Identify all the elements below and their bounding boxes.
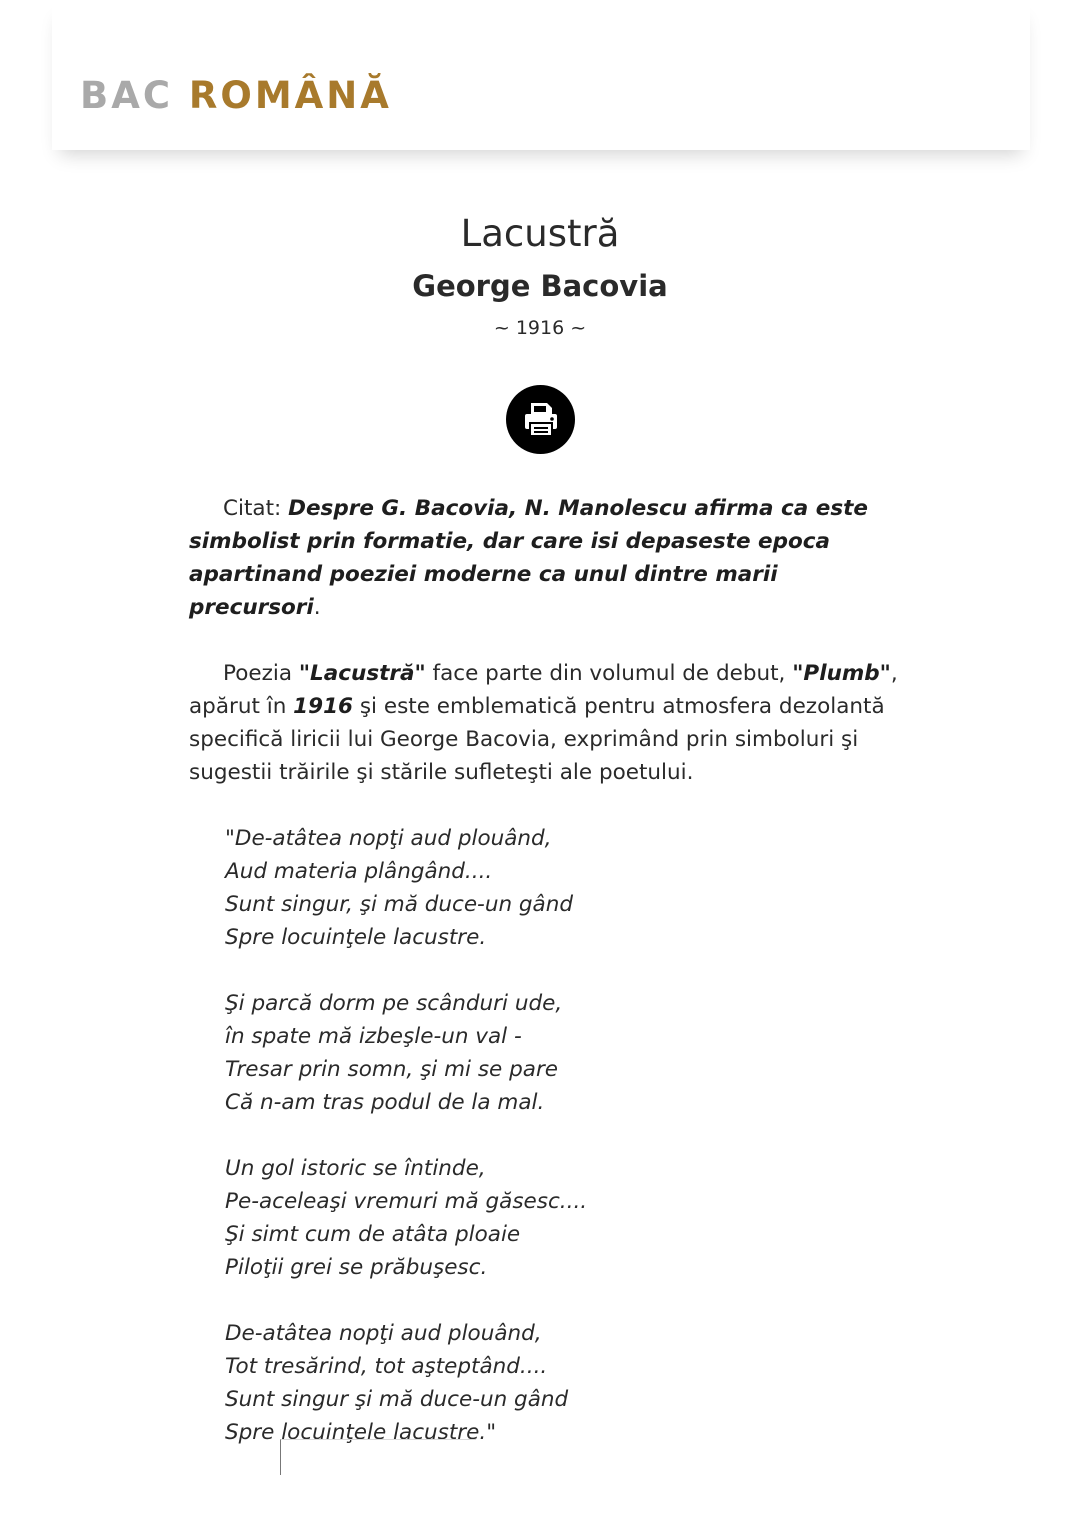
quote-text: Despre G. Bacovia, N. Manolescu afirma ca este simbolist prin formatie, dar care isi depaseste epoca apartinand poeziei moderne ca unul dintre marii precursori bbox=[189, 496, 868, 620]
page-title: Lacustră bbox=[460, 212, 620, 255]
intro-text-1: Poezia bbox=[223, 661, 299, 686]
intro-text-2: face parte din volumul de debut, bbox=[425, 661, 793, 686]
footer-divider bbox=[280, 1439, 476, 1475]
print-button[interactable] bbox=[506, 385, 575, 454]
poem-line: Şi simt cum de atâta ploaie bbox=[225, 1222, 521, 1247]
poem-line: Spre locuinţele lacustre. bbox=[225, 925, 487, 950]
poem-line: Sunt singur, şi mă duce-un gând bbox=[225, 892, 573, 917]
poem-line: Piloţii grei se prăbuşesc. bbox=[225, 1255, 488, 1280]
site-header bbox=[52, 0, 1030, 150]
stanza-3 bbox=[225, 1152, 909, 1284]
quote-label: Citat: bbox=[223, 496, 282, 521]
poem-line: Şi parcă dorm pe scânduri ude, bbox=[225, 991, 563, 1016]
poem-line: "De-atâtea nopţi aud plouând, bbox=[225, 826, 552, 851]
stanza-2 bbox=[225, 987, 909, 1119]
intro-paragraph bbox=[189, 657, 909, 789]
poem-line: Că n-am tras podul de la mal. bbox=[225, 1090, 545, 1115]
intro-volume-title: "Plumb" bbox=[792, 661, 891, 686]
stanza-4 bbox=[225, 1317, 909, 1449]
quote-end: . bbox=[313, 595, 321, 620]
poem-line: în spate mă izbeşle-un val - bbox=[225, 1024, 522, 1049]
poem-line: Sunt singur şi mă duce-un gând bbox=[225, 1387, 569, 1412]
logo-part-romana: ROMÂNĂ bbox=[188, 74, 392, 117]
intro-text-3: , apărut în bbox=[189, 661, 898, 719]
poem-line: Pe-aceleaşi vremuri mă găsesc.... bbox=[225, 1189, 588, 1214]
print-icon bbox=[521, 399, 561, 439]
intro-poem-title: "Lacustră" bbox=[298, 661, 426, 686]
publication-year: ~ 1916 ~ bbox=[493, 317, 587, 339]
article-body bbox=[189, 492, 909, 1482]
poem-line: Tresar prin somn, şi mi se pare bbox=[225, 1057, 559, 1082]
poem-line: Tot tresărind, tot aşteptând.... bbox=[225, 1354, 548, 1379]
poem-line: Spre locuinţele lacustre." bbox=[225, 1420, 497, 1445]
intro-text-4: şi este emblematică pentru atmosfera dezolantă specifică liricii lui George Bacovia, exprimând prin simboluri şi sugestii trăirile şi stările sufleteşti ale poetului. bbox=[189, 694, 885, 785]
quote-paragraph bbox=[189, 492, 909, 624]
author-name: George Bacovia bbox=[412, 269, 668, 303]
poem-line: De-atâtea nopţi aud plouând, bbox=[225, 1321, 542, 1346]
poem-line: Un gol istoric se întinde, bbox=[225, 1156, 486, 1181]
logo-part-bac: BAC bbox=[80, 74, 173, 117]
poem bbox=[225, 822, 909, 1449]
intro-year: 1916 bbox=[293, 694, 354, 719]
stanza-1 bbox=[225, 822, 909, 954]
site-logo[interactable] bbox=[80, 74, 392, 118]
poem-line: Aud materia plângând.... bbox=[225, 859, 493, 884]
